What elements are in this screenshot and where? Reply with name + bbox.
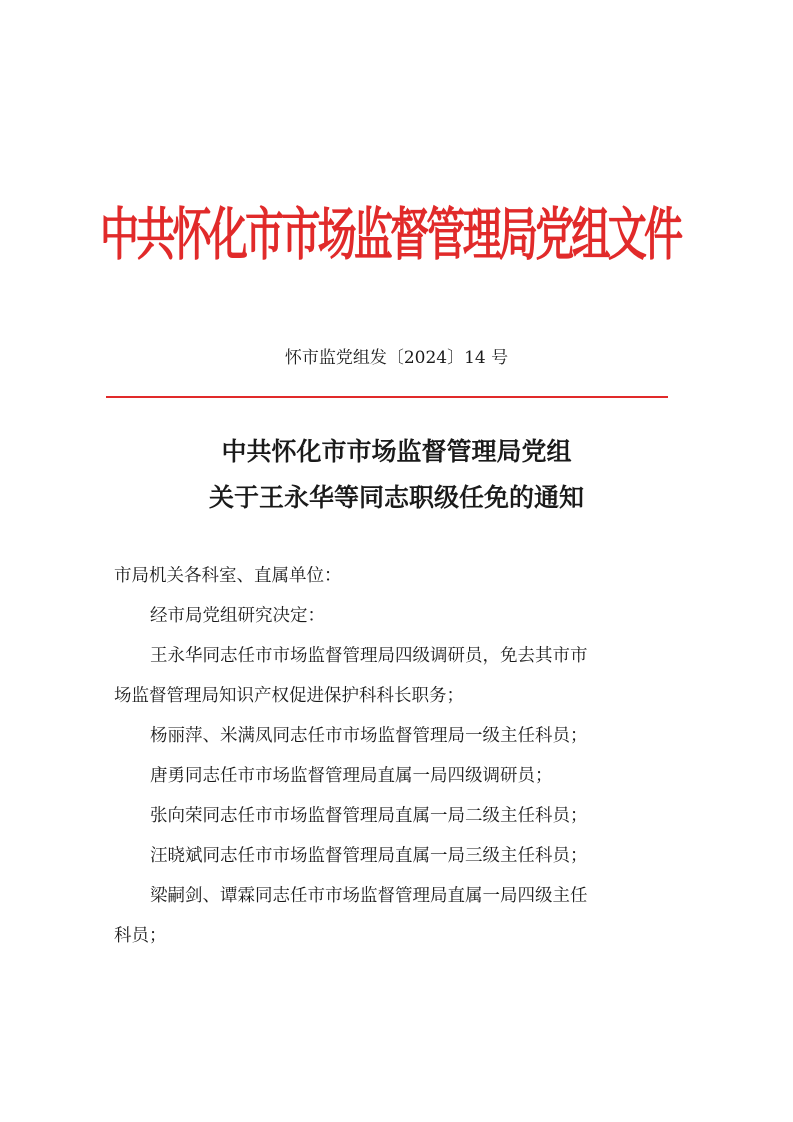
paragraph-line: 杨丽萍、米满凤同志任市市场监督管理局一级主任科员； bbox=[150, 726, 588, 746]
paragraph-line: 张向荣同志任市市场监督管理局直属一局二级主任科员； bbox=[150, 806, 588, 826]
paragraph-line: 汪晓斌同志任市市场监督管理局直属一局三级主任科员； bbox=[150, 846, 588, 866]
red-separator-line bbox=[106, 396, 668, 398]
paragraph-line: 梁嗣剑、谭霖同志任市市场监督管理局直属一局四级主任 bbox=[150, 886, 588, 906]
paragraph-decision: 经市局党组研究决定： bbox=[150, 606, 325, 626]
paragraph-line: 科员； bbox=[114, 926, 167, 946]
paragraph-line: 场监督管理局知识产权促进保护科科长职务； bbox=[114, 686, 464, 706]
paragraph-line: 唐勇同志任市市场监督管理局直属一局四级调研员； bbox=[150, 766, 553, 786]
notice-title-line-1: 中共怀化市市场监督管理局党组 bbox=[221, 437, 572, 466]
paragraph-line: 王永华同志任市市场监督管理局四级调研员，免去其市市 bbox=[150, 646, 588, 666]
organ-header-title: 中共怀化市市场监督管理局党组文件 bbox=[100, 201, 681, 268]
notice-title-line-2: 关于王永华等同志职级任免的通知 bbox=[208, 483, 584, 512]
document-number: 怀市监党组发〔2024〕14 号 bbox=[284, 348, 509, 368]
salutation: 市局机关各科室、直属单位： bbox=[114, 566, 342, 586]
